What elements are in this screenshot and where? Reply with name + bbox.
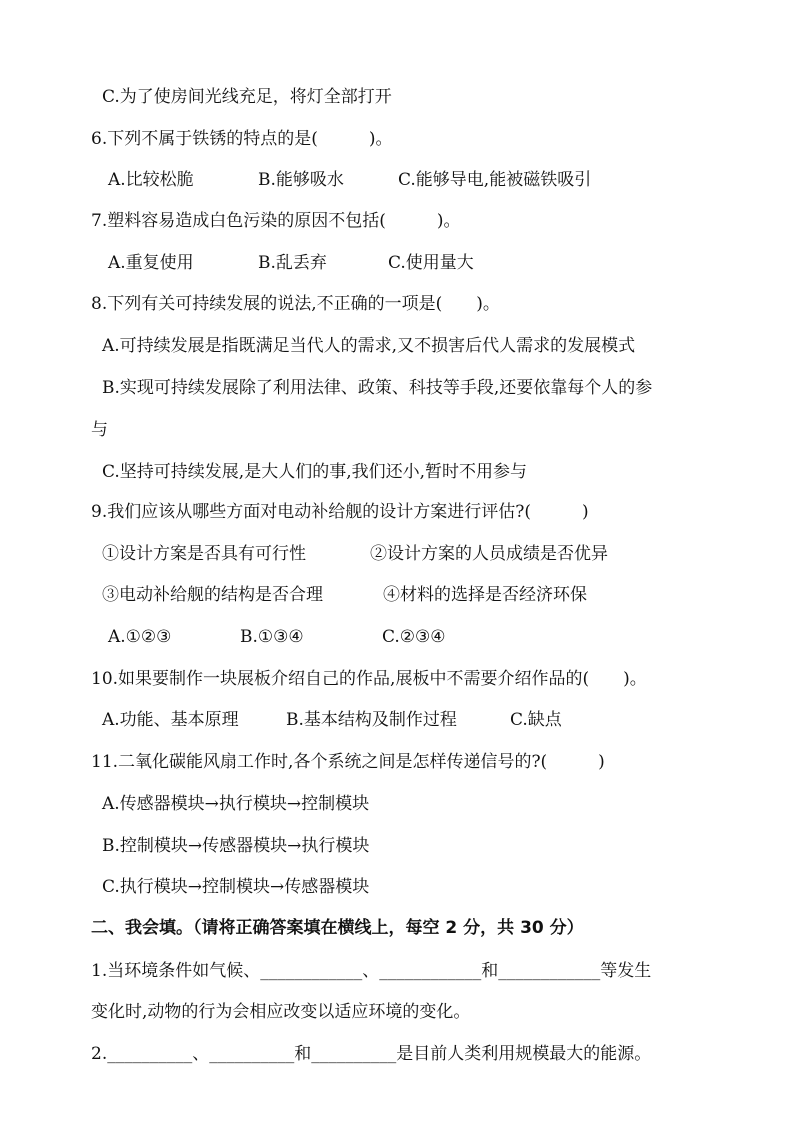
- q7-option-c: C.使用量大: [388, 253, 474, 273]
- q11-option-b: B.控制模块→传感器模块→执行模块: [102, 836, 370, 856]
- q7-stem: 7.塑料容易造成白色污染的原因不包括( )。: [91, 211, 461, 231]
- q11-stem: 11.二氧化碳能风扇工作时,各个系统之间是怎样传递信号的?( ): [91, 752, 605, 772]
- q9-item-2: ②设计方案的人员成绩是否优异: [370, 544, 608, 564]
- section-2-title: 二、我会填。（请将正确答案填在横线上，每空 2 分，共 30 分）: [91, 918, 584, 938]
- q6-option-b: B.能够吸水: [258, 170, 344, 190]
- q9-option-b: B.①③④: [240, 627, 304, 647]
- q6-option-a: A.比较松脆: [108, 170, 194, 190]
- q11-option-a: A.传感器模块→执行模块→控制模块: [102, 794, 370, 814]
- q9-item-4: ④材料的选择是否经济环保: [383, 585, 587, 605]
- q6-option-c: C.能够导电,能被磁铁吸引: [398, 170, 592, 190]
- fill1-line1: 1.当环境条件如气候、____________、____________和____________等发生: [91, 961, 652, 981]
- q11-option-c: C.执行模块→控制模块→传感器模块: [102, 877, 370, 897]
- q10-option-c: C.缺点: [510, 710, 562, 730]
- q8-option-b-line1: B.实现可持续发展除了利用法律、政策、科技等手段,还要依靠每个人的参: [102, 378, 653, 398]
- q7-option-b: B.乱丢弃: [258, 253, 327, 273]
- q9-option-c: C.②③④: [382, 627, 446, 647]
- q5-option-c: C.为了使房间光线充足，将灯全部打开: [102, 87, 392, 107]
- q8-stem: 8.下列有关可持续发展的说法,不正确的一项是( )。: [91, 294, 500, 314]
- q8-option-a: A.可持续发展是指既满足当代人的需求,又不损害后代人需求的发展模式: [102, 336, 636, 356]
- fill2-line1: 2.__________、__________和__________是目前人类利用规模最大的能源。: [91, 1044, 652, 1064]
- q6-stem: 6.下列不属于铁锈的特点的是( )。: [91, 129, 393, 149]
- q10-option-b: B.基本结构及制作过程: [286, 710, 457, 730]
- fill1-line2: 变化时,动物的行为会相应改变以适应环境的变化。: [91, 1002, 471, 1022]
- q10-option-a: A.功能、基本原理: [102, 710, 239, 730]
- q9-item-1: ①设计方案是否具有可行性: [102, 544, 306, 564]
- q9-option-a: A.①②③: [108, 627, 172, 647]
- q10-stem: 10.如果要制作一块展板介绍自己的作品,展板中不需要介绍作品的( )。: [91, 669, 647, 689]
- q9-stem: 9.我们应该从哪些方面对电动补给舰的设计方案进行评估?( ): [91, 502, 589, 522]
- q7-option-a: A.重复使用: [108, 253, 194, 273]
- q8-option-b-line2: 与: [91, 420, 108, 440]
- q9-item-3: ③电动补给舰的结构是否合理: [102, 585, 323, 605]
- q8-option-c: C.坚持可持续发展,是大人们的事,我们还小,暂时不用参与: [102, 462, 528, 482]
